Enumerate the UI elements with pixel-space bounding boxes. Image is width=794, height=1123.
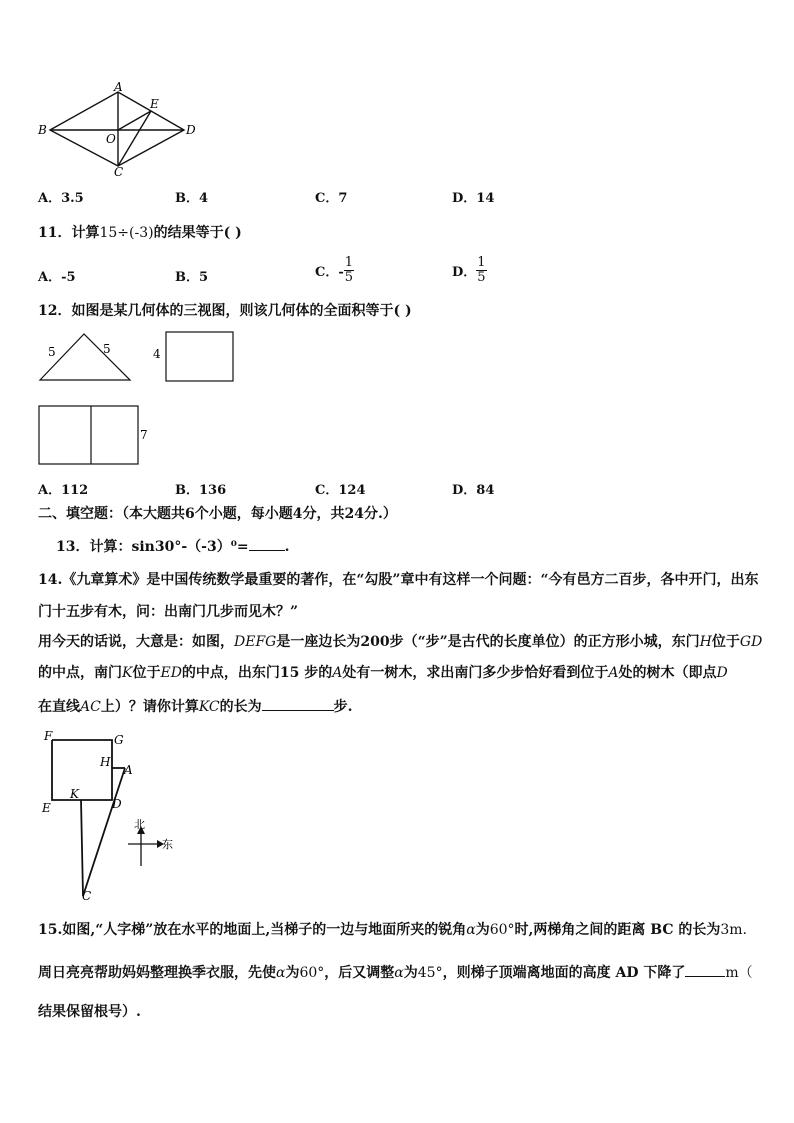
q11-suffix: 的结果等于( )	[153, 225, 242, 241]
q11-option-c-label: C．-	[315, 265, 344, 280]
q11-option-c[interactable]	[315, 256, 354, 285]
q13-stem	[56, 536, 289, 556]
q12-stem: 12．如图是某几何体的三视图，则该几何体的全面积等于( )	[38, 303, 412, 319]
label-d: D	[112, 797, 122, 811]
q10-option-b[interactable]: B．4	[175, 191, 209, 206]
label-g: G	[114, 733, 124, 747]
q11-option-c-fraction: $\frac{1}{5}$	[344, 255, 354, 285]
label-height-4: 4	[153, 347, 161, 361]
q14-line2: 门十五步有木，问：出南门几步而见木？”	[38, 604, 299, 620]
q10-option-c[interactable]: C．7	[315, 191, 348, 206]
q11-option-b[interactable]: B．5	[175, 270, 209, 285]
q11-stem	[38, 224, 242, 242]
q11-prefix: 11．计算	[38, 225, 100, 241]
q14-line5: 在直线AC上）？请你计算KC的长为 步.	[38, 696, 353, 716]
label-north: 北	[134, 818, 145, 831]
label-k: K	[70, 787, 79, 801]
section-heading: 二、填空题：（本大题共6个小题，每小题4分，共24分.）	[38, 506, 397, 522]
q13-answer-blank[interactable]	[249, 536, 285, 551]
city-figure	[38, 726, 188, 902]
q15-line2: 周日亮亮帮助妈妈整理换季衣服，先使α为60°，后又调整α为45°，则梯子顶端离地面的高度 AD 下降了 m（	[38, 962, 753, 982]
label-right-5: 5	[103, 342, 111, 356]
label-e: E	[150, 97, 159, 111]
q12-option-a[interactable]: A．112	[38, 483, 89, 498]
q10-option-d[interactable]: D．14	[452, 191, 495, 206]
q15-line1: 15.如图,“人字梯”放在水平的地面上,当梯子的一边与地面所夹的锐角α为60°时,两梯角之间的距离 BC 的长为3m.	[38, 922, 748, 938]
q14-line3: 用今天的话说，大意是：如图，DEFG是一座边长为200步（“步”是古代的长度单位）的正方形小城，东门H位于GD	[38, 634, 763, 650]
label-a: A	[124, 763, 133, 777]
q11-option-a[interactable]: A．-5	[38, 270, 76, 285]
label-f: F	[44, 729, 53, 743]
q10-option-a[interactable]: A．3.5	[38, 191, 84, 206]
label-o: O	[106, 132, 116, 146]
q14-answer-blank[interactable]	[262, 696, 334, 711]
three-view-figure	[36, 328, 246, 470]
label-east: 东	[162, 838, 173, 851]
label-d: D	[186, 123, 196, 137]
label-a: A	[114, 80, 123, 94]
q13-text: 13．计算：sin30°-（-3）⁰=	[56, 539, 249, 555]
q14-line1: 14.《九章算术》是中国传统数学最重要的著作，在“勾股”章中有这样一个问题：“今有邑方二百步，各中开门，出东	[38, 572, 759, 588]
rhombus-figure	[34, 80, 204, 176]
q13-end: .	[284, 539, 290, 555]
q14-line4: 的中点，南门K位于ED的中点，出东门15 步的A处有一树木，求出南门多少步恰好看到位于A处的树木（即点D	[38, 665, 728, 681]
q15-answer-blank[interactable]	[685, 962, 725, 977]
label-c: C	[82, 889, 92, 902]
q11-option-d[interactable]	[452, 256, 487, 285]
q11-option-d-fraction: $\frac{1}{5}$	[477, 255, 486, 285]
q12-option-b[interactable]: B．136	[175, 483, 227, 498]
q15-line3: 结果保留根号）.	[38, 1004, 141, 1020]
label-height-7: 7	[140, 428, 148, 442]
label-left-5: 5	[48, 345, 56, 359]
label-h: H	[100, 755, 111, 769]
label-e: E	[42, 801, 51, 815]
q11-option-d-label: D．	[452, 265, 477, 280]
label-b: B	[38, 123, 47, 137]
q12-option-d[interactable]: D．84	[452, 483, 495, 498]
q11-expression: 15÷(-3)	[99, 225, 154, 241]
q12-option-c[interactable]: C．124	[315, 483, 366, 498]
label-c: C	[114, 165, 124, 176]
